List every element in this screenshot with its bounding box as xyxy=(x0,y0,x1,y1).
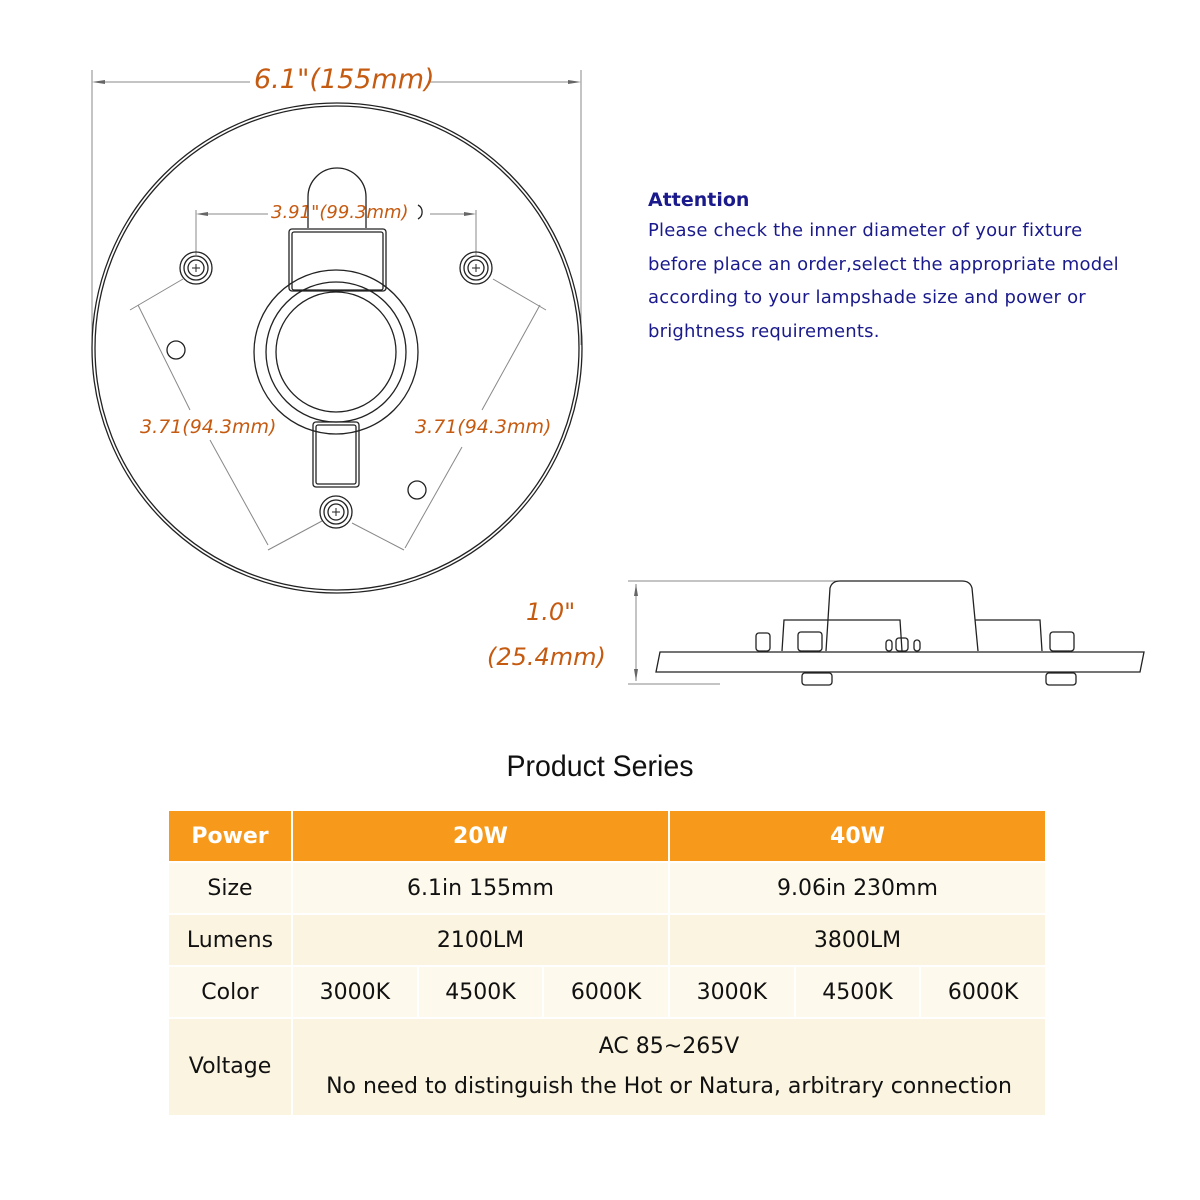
voltage-cell xyxy=(293,1019,1045,1115)
attention-line: brightness requirements. xyxy=(648,320,880,342)
color-cell: 3000K xyxy=(670,967,794,1017)
overall-diameter-label: 6.1"(155mm) xyxy=(254,64,435,95)
attention-line: before place an order,select the appropriate model xyxy=(648,253,1119,275)
size-20w: 6.1in 155mm xyxy=(293,863,668,913)
color-cell: 3000K xyxy=(293,967,417,1017)
row-label: Color xyxy=(169,967,291,1017)
voltage-range: AC 85~265V xyxy=(598,1034,740,1059)
product-series-table xyxy=(167,809,1047,1117)
row-label: Voltage xyxy=(169,1019,291,1115)
left-diagonal-spacing-label: 3.71(94.3mm) xyxy=(140,416,277,438)
color-cell: 6000K xyxy=(544,967,668,1017)
header-20w: 20W xyxy=(293,811,668,861)
table-row-voltage xyxy=(169,1019,1045,1115)
right-diagonal-spacing-label: 3.71(94.3mm) xyxy=(415,416,552,438)
voltage-note: No need to distinguish the Hot or Natura, arbitrary connection xyxy=(326,1074,1012,1099)
row-label: Size xyxy=(169,863,291,913)
attention-line: according to your lampshade size and power or xyxy=(648,287,1086,308)
color-cell: 4500K xyxy=(419,967,543,1017)
height-mm-label: (25.4mm) xyxy=(487,643,606,671)
header-40w: 40W xyxy=(670,811,1045,861)
color-cell: 4500K xyxy=(796,967,920,1017)
size-40w: 9.06in 230mm xyxy=(670,863,1045,913)
table-header-row xyxy=(169,811,1045,861)
table-row-size xyxy=(169,863,1045,913)
row-label: Lumens xyxy=(169,915,291,965)
product-series-title: Product Series xyxy=(506,750,694,783)
attention-title: Attention xyxy=(648,189,750,211)
table-row-color xyxy=(169,967,1045,1017)
attention-line: Please check the inner diameter of your fixture xyxy=(648,220,1083,241)
lumens-20w: 2100LM xyxy=(293,915,668,965)
horizontal-screw-spacing-label: 3.91"(99.3mm) xyxy=(271,202,409,223)
color-cell: 6000K xyxy=(921,967,1045,1017)
side-view-drawing xyxy=(620,570,1160,700)
height-inch-label: 1.0" xyxy=(526,598,576,626)
lumens-40w: 3800LM xyxy=(670,915,1045,965)
table-row-lumens xyxy=(169,915,1045,965)
attention-note xyxy=(648,186,1188,348)
header-power: Power xyxy=(169,811,291,861)
